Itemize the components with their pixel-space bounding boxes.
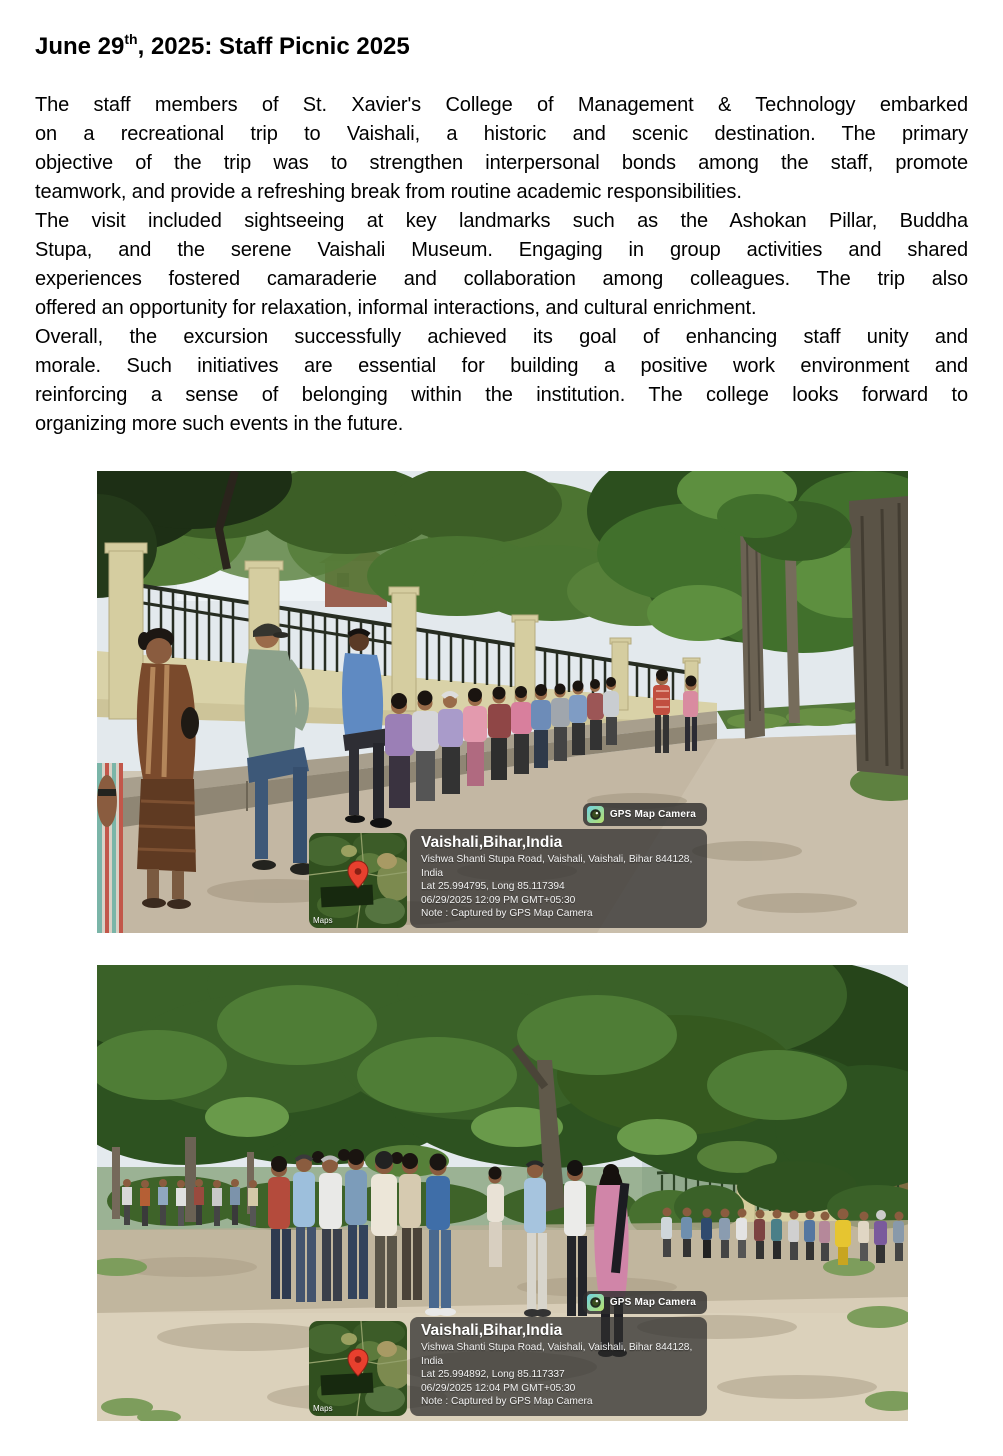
gps-timestamp: 06/29/2025 12:04 PM GMT+05:30 (421, 1382, 576, 1394)
gps-text-block (410, 1317, 707, 1416)
gps-note: Note : Captured by GPS Map Camera (421, 908, 593, 920)
title-superscript: th (124, 31, 138, 47)
maps-watermark: Maps (313, 1404, 333, 1413)
gps-badge (583, 1291, 707, 1314)
title-text: , 2025: Staff Picnic 2025 (137, 33, 410, 60)
text-line: morale. Such initiatives are essential for building a positive work environment and (35, 355, 968, 377)
gps-badge (583, 803, 707, 826)
gps-badge-label: GPS Map Camera (609, 809, 696, 821)
gps-coordinates: Lat 25.994892, Long 85.117337 (421, 1369, 565, 1381)
gps-address-line: India (421, 1355, 444, 1367)
title-text: June 29 (35, 33, 125, 60)
text-line: reinforcing a sense of belonging within the institution. The college looks forward to (35, 384, 968, 406)
text-line: teamwork, and provide a refreshing break from routine academic responsibilities. (35, 181, 742, 203)
gps-location-title: Vaishali,Bihar,India (421, 834, 563, 852)
text-line: organizing more such events in the future. (35, 413, 404, 435)
gps-overlay (309, 1291, 707, 1416)
gps-coordinates: Lat 25.994795, Long 85.117394 (421, 881, 565, 893)
text-line: Stupa, and the serene Vaishali Museum. Engaging in group activities and shared (35, 239, 968, 261)
body-text (35, 91, 968, 439)
gps-address-line: Vishwa Shanti Stupa Road, Vaishali, Vaishali, Bihar 844128, (421, 1342, 693, 1354)
gps-address-line: Vishwa Shanti Stupa Road, Vaishali, Vaishali, Bihar 844128, (421, 854, 693, 866)
text-line: objective of the trip was to strengthen interpersonal bonds among the staff, promote (35, 152, 968, 174)
gps-address-line: India (421, 867, 444, 879)
maps-watermark: Maps (313, 916, 333, 925)
gps-location-title: Vaishali,Bihar,India (421, 1322, 563, 1340)
gps-text-block (410, 829, 707, 928)
map-thumbnail (309, 1321, 407, 1416)
photo-staff-seated-on-wall (97, 471, 908, 933)
map-thumbnail (309, 833, 407, 928)
text-line: experiences fostered camaraderie and collaboration among colleagues. The trip also (35, 268, 968, 290)
text-line: Overall, the excursion successfully achieved its goal of enhancing staff unity and (35, 326, 968, 348)
gps-info-panel (309, 1317, 707, 1416)
photo-staff-standing-groups (97, 965, 908, 1421)
text-line: The staff members of St. Xavier's College of Management & Technology embarked (35, 94, 968, 116)
text-line: offered an opportunity for relaxation, informal interactions, and cultural enrichment. (35, 297, 757, 319)
page-title (35, 26, 968, 61)
text-line: The visit included sightseeing at key landmarks such as the Ashokan Pillar, Buddha (35, 210, 968, 232)
gps-overlay (309, 803, 707, 928)
gps-camera-app-icon (587, 806, 604, 823)
map-art (309, 1321, 407, 1416)
gps-info-panel (309, 829, 707, 928)
gps-timestamp: 06/29/2025 12:09 PM GMT+05:30 (421, 894, 576, 906)
gps-badge-label: GPS Map Camera (609, 1297, 696, 1309)
map-art (309, 833, 407, 928)
gps-note: Note : Captured by GPS Map Camera (421, 1396, 593, 1408)
text-line: on a recreational trip to Vaishali, a historic and scenic destination. The primary (35, 123, 968, 145)
gps-camera-app-icon (587, 1294, 604, 1311)
